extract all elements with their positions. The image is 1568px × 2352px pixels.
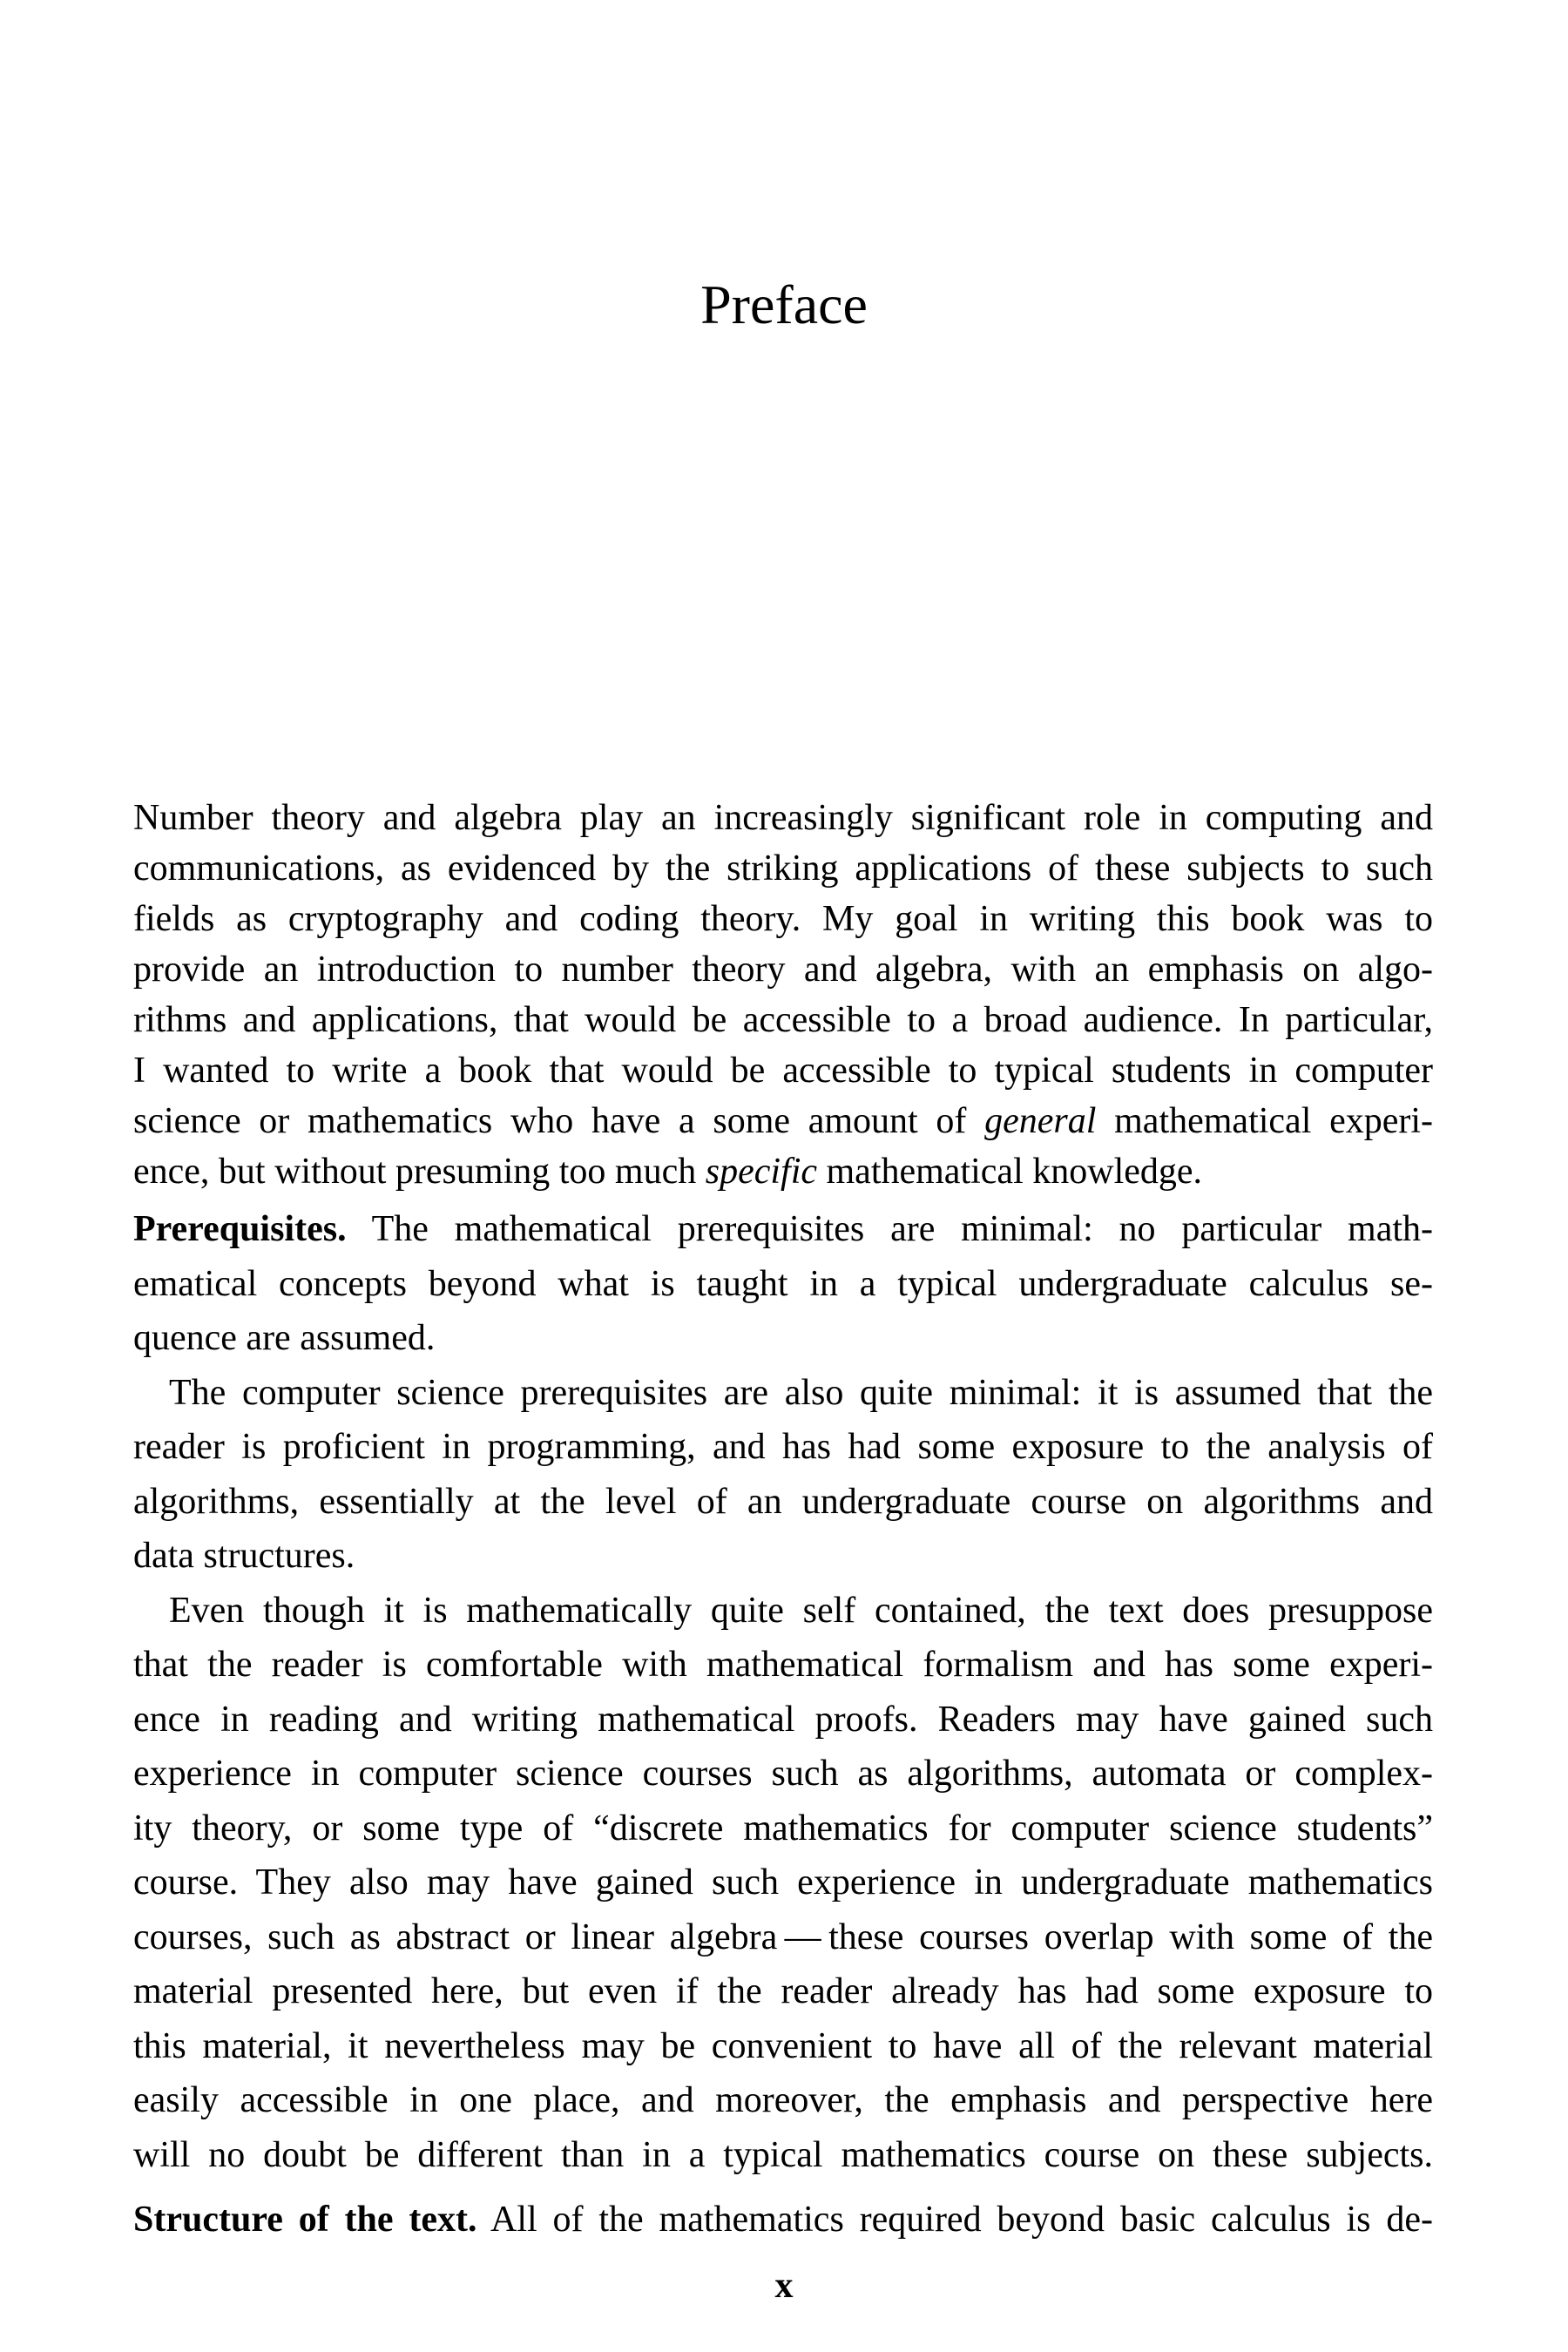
paragraph xyxy=(133,793,1433,1197)
body-text: that the reader is comfortable with mathematical formalism and has some experi- xyxy=(133,1645,1433,1685)
paragraph xyxy=(133,1584,1433,2183)
body-text: this material, it nevertheless may be convenient to have all of the relevant material xyxy=(133,2025,1433,2066)
text-line xyxy=(133,1529,1433,1584)
body-text: The mathematical prerequisites are minimal: no particular math- xyxy=(346,1209,1433,1249)
text-line xyxy=(133,2128,1433,2183)
prerequisites-section xyxy=(133,1202,1433,2182)
paragraph xyxy=(133,2193,1433,2247)
body-text: quence are assumed. xyxy=(133,1318,436,1358)
body-text: will no doubt be different than in a typical mathematics course on these subjects. xyxy=(133,2134,1433,2175)
text-line xyxy=(133,1747,1433,1801)
text-line xyxy=(133,1202,1433,1257)
text-line xyxy=(133,1475,1433,1530)
body-text: experience in computer science courses such as algorithms, automata or complex- xyxy=(133,1754,1433,1794)
text-line xyxy=(133,944,1433,995)
body-text: mathematical experi- xyxy=(1096,1101,1433,1141)
text-line xyxy=(133,843,1433,894)
text-line xyxy=(133,1584,1433,1639)
text-line xyxy=(133,1257,1433,1312)
body-text: ence in reading and writing mathematical proofs. Readers may have gained such xyxy=(133,1699,1433,1740)
text-line xyxy=(133,2193,1433,2247)
text-line xyxy=(133,1096,1433,1146)
body-text: data structures. xyxy=(133,1536,355,1576)
emphasis-text: general xyxy=(984,1101,1097,1141)
body-text: The computer science prerequisites are also quite minimal: it is assumed that the xyxy=(169,1372,1433,1413)
body-text-column xyxy=(133,793,1433,2247)
body-text: ity theory, or some type of “discrete mathematics for computer science students” xyxy=(133,1808,1433,1848)
paragraph xyxy=(133,1202,1433,1366)
structure-section xyxy=(133,2193,1433,2247)
text-line xyxy=(133,2073,1433,2128)
body-text: ematical concepts beyond what is taught in a typical undergraduate calculus se- xyxy=(133,1263,1433,1304)
text-line xyxy=(133,1910,1433,1965)
body-text: rithms and applications, that would be accessible to a broad audience. In particular, xyxy=(133,1000,1433,1040)
body-text: Number theory and algebra play an increasingly significant role in computing and xyxy=(133,798,1433,838)
body-text: communications, as evidenced by the striking applications of these subjects to such xyxy=(133,848,1433,889)
text-line xyxy=(133,2019,1433,2074)
emphasis-text: specific xyxy=(705,1152,818,1192)
text-line xyxy=(133,894,1433,944)
body-text: material presented here, but even if the reader already has had some exposure to xyxy=(133,1971,1433,2011)
body-text: mathematical knowledge. xyxy=(817,1152,1203,1192)
text-line xyxy=(133,1045,1433,1096)
page-number: x xyxy=(774,2266,794,2306)
body-text: courses, such as abstract or linear algebra — these courses overlap with some of the xyxy=(133,1916,1433,1957)
body-text: ence, but without presuming too much xyxy=(133,1152,706,1192)
body-text: science or mathematics who have a some amount of xyxy=(133,1101,985,1141)
body-text: algorithms, essentially at the level of an undergraduate course on algorithms and xyxy=(133,1481,1433,1522)
text-line xyxy=(133,793,1433,843)
text-line xyxy=(133,1693,1433,1747)
text-line xyxy=(133,1420,1433,1475)
intro-section xyxy=(133,793,1433,1197)
text-line xyxy=(133,1855,1433,1910)
body-text: I wanted to write a book that would be accessible to typical students in computer xyxy=(133,1051,1433,1091)
text-line xyxy=(133,1366,1433,1421)
text-line xyxy=(133,995,1433,1045)
text-line xyxy=(133,1146,1433,1197)
body-text: Even though it is mathematically quite self contained, the text does presuppose xyxy=(169,1590,1433,1631)
body-text: provide an introduction to number theory and algebra, with an emphasis on algo- xyxy=(133,950,1433,990)
text-line xyxy=(133,1801,1433,1856)
text-line xyxy=(133,1964,1433,2019)
section-heading: Prerequisites. xyxy=(133,1209,347,1249)
body-text: fields as cryptography and coding theory. My goal in writing this book was to xyxy=(133,899,1433,939)
paragraph xyxy=(133,1366,1433,1584)
body-text: reader is proficient in programming, and has had some exposure to the analysis of xyxy=(133,1427,1433,1467)
body-text: course. They also may have gained such experience in undergraduate mathematics xyxy=(133,1862,1433,1903)
body-text: easily accessible in one place, and moreover, the emphasis and perspective here xyxy=(133,2080,1433,2120)
body-text: All of the mathematics required beyond basic calculus is de- xyxy=(476,2200,1433,2240)
section-heading: Structure of the text. xyxy=(133,2200,477,2240)
text-line xyxy=(133,1638,1433,1693)
text-line xyxy=(133,1311,1433,1366)
page-title: Preface xyxy=(700,274,868,335)
